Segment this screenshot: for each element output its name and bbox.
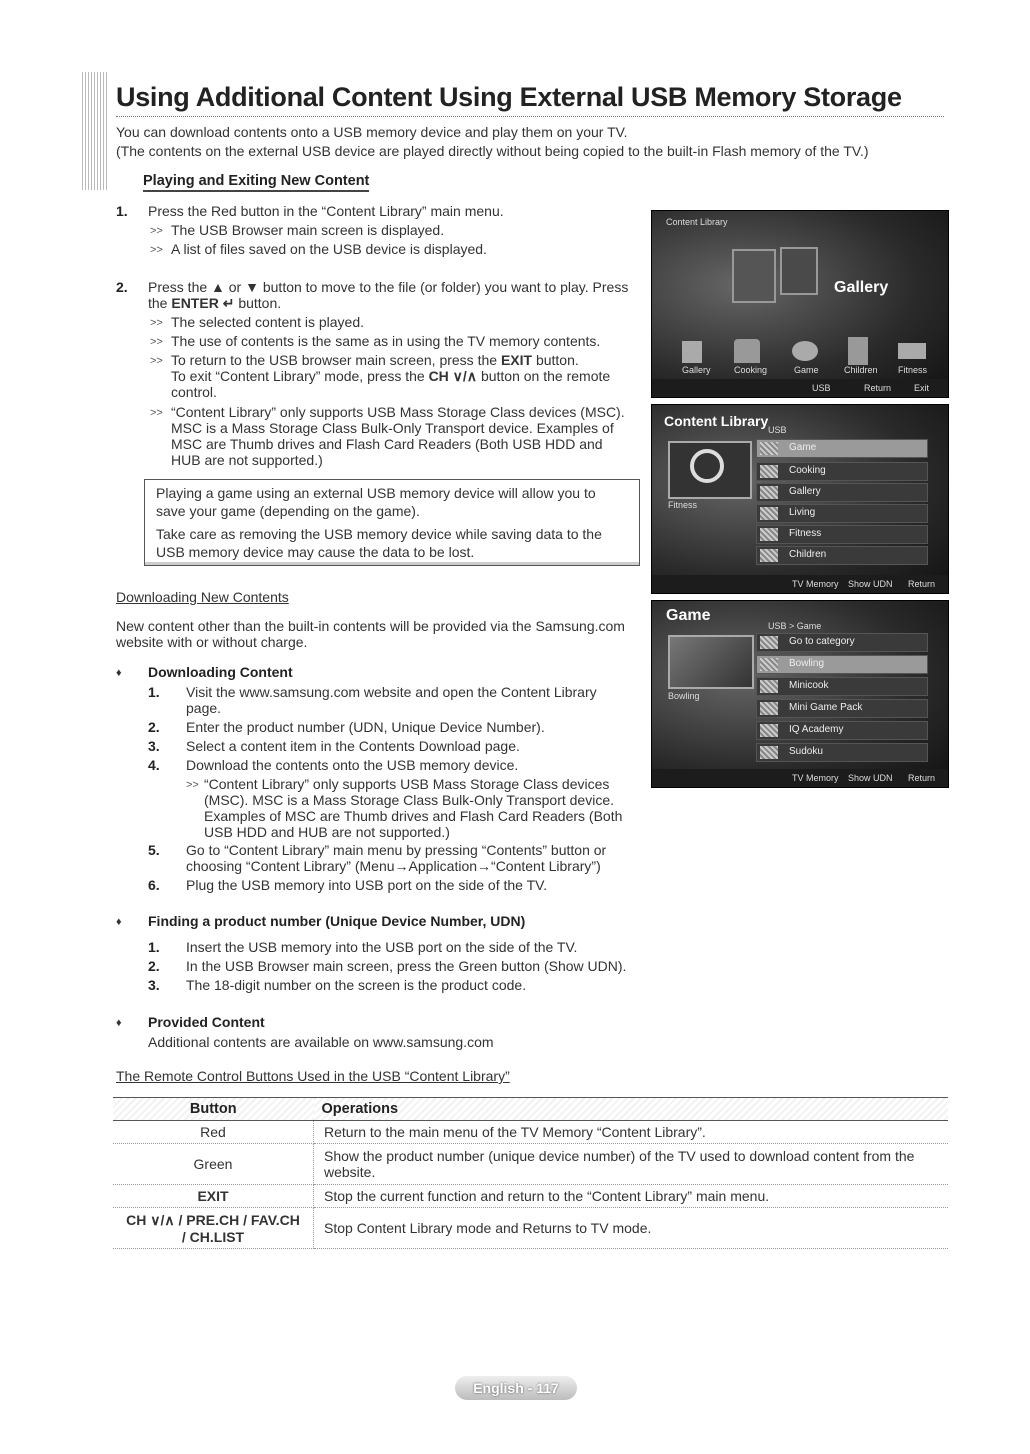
remote-buttons-table: [113, 1097, 948, 1249]
menu-row[interactable]: Fitness: [756, 525, 928, 544]
menu-icon-label: Gallery: [682, 365, 711, 375]
step-text: Visit the www.samsung.com website and open the Content Library: [186, 684, 597, 700]
menu-row[interactable]: Living: [756, 504, 928, 523]
menu-row[interactable]: Bowling: [756, 655, 928, 674]
step-note: A list of files saved on the USB device is displayed.: [171, 241, 487, 257]
step-text: Enter the product number (UDN, Unique Device Number).: [186, 719, 545, 735]
diamond-bullet-icon: ♦: [116, 667, 122, 679]
note-arrow-icon: >>: [150, 225, 163, 237]
step-text: Insert the USB memory into the USB port on the side of the TV.: [186, 939, 578, 955]
step-number: 2.: [148, 958, 160, 974]
step-text: Go to “Content Library” main menu by pressing “Contents” button or: [186, 842, 607, 858]
page-number-badge: English - 117: [455, 1376, 577, 1400]
menu-icon-label: Children: [844, 365, 878, 375]
menu-row[interactable]: Cooking: [756, 462, 928, 481]
step-text: page.: [186, 700, 222, 716]
screen-header: Content Library: [664, 413, 769, 429]
step-note-cont: control.: [171, 384, 217, 400]
fitness-icon: [898, 343, 926, 359]
screen-footer: TV Memory Show UDN Return: [652, 575, 948, 593]
title-divider: [116, 116, 944, 117]
step-note-cont: Examples of MSC are Thumb drives and Flash Card Readers (Both: [204, 808, 623, 824]
step-note: The use of contents is the same as in using the TV memory contents.: [171, 333, 601, 349]
menu-row[interactable]: Game: [756, 439, 928, 458]
tv-screenshot-content-library: [651, 404, 949, 594]
step-text: In the USB Browser main screen, press the Green button (Show UDN).: [186, 958, 627, 974]
step-text-line2: the ENTER ↵ button.: [148, 295, 282, 311]
caution-text: USB memory device may cause the data to be lost.: [156, 544, 475, 560]
caution-text: Playing a game using an external USB memory device will allow you to: [156, 485, 596, 501]
note-arrow-icon: >>: [186, 779, 199, 791]
decorative-sidebar-bar: [82, 72, 108, 190]
step-number: 2.: [148, 719, 160, 735]
button-cell: EXIT: [113, 1185, 314, 1208]
step-number: 6.: [148, 877, 160, 893]
subsection-heading: Finding a product number (Unique Device Number, UDN): [148, 913, 526, 929]
left-panel-label: Fitness: [668, 500, 698, 510]
button-cell: CH ∨/∧ / PRE.CH / FAV.CH / CH.LIST: [113, 1208, 314, 1249]
cooking-icon: [734, 339, 760, 363]
operation-cell: Stop Content Library mode and Returns to TV mode.: [314, 1208, 949, 1249]
diamond-bullet-icon: ♦: [116, 916, 122, 928]
menu-icon-label: Game: [794, 365, 819, 375]
step-note: The selected content is played.: [171, 314, 365, 330]
menu-row[interactable]: Minicook: [756, 677, 928, 696]
caution-text: save your game (depending on the game).: [156, 503, 420, 519]
operation-cell: Stop the current function and return to the “Content Library” main menu.: [314, 1185, 949, 1208]
subsection-heading: Downloading Content: [148, 664, 293, 680]
screen-focus-label: Gallery: [834, 279, 889, 296]
section-heading-downloading: Downloading New Contents: [116, 589, 289, 605]
step-number: 3.: [148, 977, 160, 993]
picture-frame-icon: [732, 249, 776, 303]
table-row: [113, 1144, 948, 1185]
menu-row[interactable]: Go to category: [756, 633, 928, 652]
subsection-heading: Provided Content: [148, 1014, 265, 1030]
menu-row[interactable]: Children: [756, 546, 928, 565]
menu-row[interactable]: IQ Academy: [756, 721, 928, 740]
diamond-bullet-icon: ♦: [116, 1017, 122, 1029]
step-note-cont: To exit “Content Library” mode, press the CH ∨/∧ button on the remote: [171, 368, 611, 384]
step-text: Download the contents onto the USB memory device.: [186, 757, 519, 773]
step-number: 3.: [148, 738, 160, 754]
operation-cell: Return to the main menu of the TV Memory “Content Library”.: [314, 1121, 949, 1144]
game-icon: [792, 341, 818, 361]
screen-footer: USB Return Exit: [652, 379, 948, 397]
operation-cell: Show the product number (unique device number) of the TV used to download content from the website.: [314, 1144, 949, 1185]
step-text: Plug the USB memory into USB port on the side of the TV.: [186, 877, 548, 893]
screen-header: Game: [666, 607, 711, 624]
table-row: [113, 1121, 948, 1144]
column-header-operations: Operations: [314, 1098, 949, 1121]
note-arrow-icon: >>: [150, 336, 163, 348]
note-arrow-icon: >>: [150, 244, 163, 256]
step-number: 4.: [148, 757, 160, 773]
screen-path: USB: [768, 425, 787, 435]
step-note-cont: MSC is a Mass Storage Class Bulk-Only Transport device. Examples of: [171, 420, 614, 436]
menu-icon-label: Cooking: [734, 365, 768, 375]
column-header-button: Button: [113, 1098, 314, 1121]
section-intro: website with or without charge.: [116, 634, 308, 650]
button-cell: Red: [113, 1121, 314, 1144]
page-title: Using Additional Content Using External USB Memory Storage: [116, 82, 902, 112]
tv-screenshot-game: [651, 600, 949, 788]
menu-row[interactable]: Gallery: [756, 483, 928, 502]
table-heading: The Remote Control Buttons Used in the USB “Content Library”: [116, 1068, 510, 1084]
step-number: 1.: [148, 684, 160, 700]
gallery-icon: [682, 341, 702, 363]
step-note-cont: (MSC). MSC is a Mass Storage Class Bulk-Only Transport device.: [204, 792, 615, 808]
step-text: Select a content item in the Contents Download page.: [186, 738, 520, 754]
game-preview-image: [668, 635, 754, 689]
button-cell: Green: [113, 1144, 314, 1185]
caution-text: Take care as removing the USB memory device while saving data to the: [156, 526, 602, 542]
tv-screenshot-main-menu: [651, 210, 949, 398]
step-text: choosing “Content Library” (Menu→Application→“Content Library”): [186, 858, 601, 874]
table-row: [113, 1208, 948, 1249]
step-note: To return to the USB browser main screen, press the EXIT button.: [171, 352, 579, 368]
table-header-row: [113, 1098, 948, 1121]
step-number: 1.: [116, 203, 128, 219]
step-text: Press the ▲ or ▼ button to move to the file (or folder) you want to play. Press: [148, 279, 629, 295]
step-number: 1.: [148, 939, 160, 955]
note-arrow-icon: >>: [150, 317, 163, 329]
step-note-cont: HUB are not supported.): [171, 452, 323, 468]
note-arrow-icon: >>: [150, 355, 163, 367]
screen-header: Content Library: [666, 217, 728, 227]
step-text: Additional contents are available on www.samsung.com: [148, 1034, 494, 1050]
step-note: The USB Browser main screen is displayed.: [171, 222, 445, 238]
step-number: 2.: [116, 279, 128, 295]
step-note-cont: MSC are Thumb drives and Flash Card Readers (Both USB HDD and: [171, 436, 603, 452]
menu-icon-label: Fitness: [898, 365, 928, 375]
section-intro: New content other than the built-in contents will be provided via the Samsung.com: [116, 618, 625, 634]
step-text: Press the Red button in the “Content Library” main menu.: [148, 203, 504, 219]
step-note: “Content Library” only supports USB Mass Storage Class devices: [204, 776, 610, 792]
table-row: [113, 1185, 948, 1208]
menu-row[interactable]: Sudoku: [756, 743, 928, 762]
section-heading-playing: Playing and Exiting New Content: [143, 173, 369, 192]
left-panel-label: Bowling: [668, 691, 700, 701]
intro-line-1: You can download contents onto a USB memory device and play them on your TV.: [116, 124, 628, 140]
note-arrow-icon: >>: [150, 407, 163, 419]
intro-line-2: (The contents on the external USB device are played directly without being copied to the built-in Flash memory of the TV.): [116, 143, 869, 159]
screen-path: USB > Game: [768, 621, 822, 631]
picture-frame-icon: [780, 247, 818, 295]
step-number: 5.: [148, 842, 160, 858]
children-icon: [848, 337, 868, 365]
step-note: “Content Library” only supports USB Mass Storage Class devices (MSC).: [171, 404, 625, 420]
step-note-cont: USB HDD and HUB are not supported.): [204, 824, 450, 840]
step-text: The 18-digit number on the screen is the product code.: [186, 977, 527, 993]
menu-row[interactable]: Mini Game Pack: [756, 699, 928, 718]
no-content-icon: [668, 441, 752, 499]
screen-footer: TV Memory Show UDN Return: [652, 769, 948, 787]
